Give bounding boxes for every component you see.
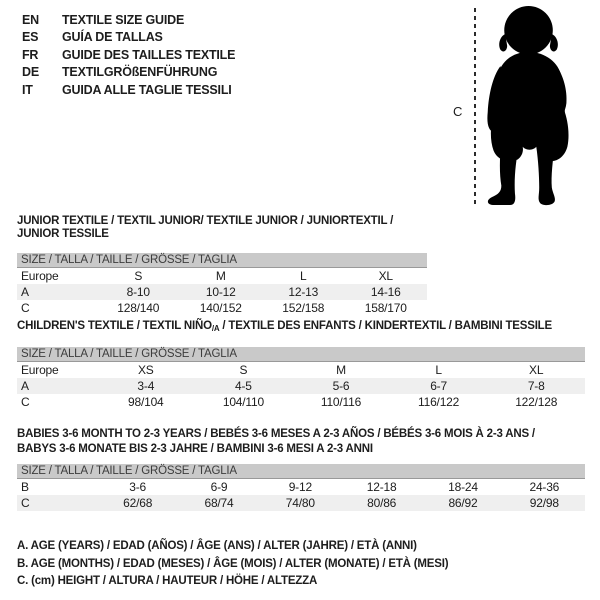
size-cell: XL <box>378 269 393 283</box>
table-row <box>17 394 585 410</box>
language-row <box>22 29 235 47</box>
size-cell: 12-18 <box>366 480 397 494</box>
size-cell: 62/68 <box>123 496 153 510</box>
footnote-a: A. AGE (YEARS) / EDAD (AÑOS) / ÂGE (ANS) / ALTER (JAHRE) / ETÀ (ANNI) <box>17 540 417 552</box>
babies-size-table <box>17 464 585 511</box>
size-cell: 3-4 <box>137 379 155 393</box>
size-cell: 74/80 <box>285 496 315 510</box>
table-row <box>17 362 585 379</box>
size-cell: 6-7 <box>430 379 447 393</box>
table-row <box>17 268 427 285</box>
section-title-text: CHILDREN'S TEXTILE / TEXTIL NIÑO <box>17 320 212 332</box>
section-title <box>17 427 585 457</box>
language-row <box>22 81 235 99</box>
size-cell: 80/86 <box>367 496 397 510</box>
height-measure-dashed-line <box>474 8 476 206</box>
children-size-table <box>17 347 585 410</box>
size-cell: 5-6 <box>332 379 350 393</box>
size-cell: M <box>215 269 226 283</box>
size-cell: 14-16 <box>370 285 401 299</box>
size-cell: 158/170 <box>364 301 407 315</box>
section-title <box>17 320 585 335</box>
size-cell: M <box>336 363 346 377</box>
size-header: SIZE / TALLA / TAILLE / GRÖSSE / TAGLIA <box>17 347 585 362</box>
table-row <box>17 479 585 496</box>
size-cell: 86/92 <box>448 496 478 510</box>
section-title-line: BABIES 3-6 MONTH TO 2-3 YEARS / BEBÉS 3-6 MESES A 2-3 AÑOS / BÉBÉS 3-6 MOIS À 2-3 ANS / <box>17 428 535 440</box>
row-label: C <box>21 301 30 315</box>
size-cell: 4-5 <box>235 379 252 393</box>
size-cell: 122/128 <box>515 395 558 409</box>
language-code: EN <box>22 12 39 27</box>
footnote-c: C. (cm) HEIGHT / ALTURA / HAUTEUR / HÖHE / ALTEZZA <box>17 575 318 587</box>
table-row <box>17 378 585 394</box>
language-row <box>22 46 235 64</box>
size-header: SIZE / TALLA / TAILLE / GRÖSSE / TAGLIA <box>17 253 427 268</box>
language-title: GUIDA ALLE TAGLIE TESSILI <box>62 82 232 97</box>
size-cell: XL <box>529 363 544 377</box>
language-code: FR <box>22 47 39 62</box>
row-label: Europe <box>21 269 59 283</box>
size-header-row <box>17 464 585 479</box>
size-cell: XS <box>137 363 154 377</box>
language-title: TEXTILE SIZE GUIDE <box>62 12 185 27</box>
section-babies-textile <box>17 427 585 511</box>
size-cell: 10-12 <box>205 285 236 299</box>
size-cell: 98/104 <box>128 395 164 409</box>
size-cell: 12-13 <box>288 285 319 299</box>
section-title-text: / TEXTILE DES ENFANTS / KINDERTEXTIL / BAMBINI TESSILE <box>219 320 552 332</box>
size-cell: 18-24 <box>448 480 478 494</box>
size-cell: L <box>435 363 442 377</box>
language-title: TEXTILGRÖßENFÜHRUNG <box>62 65 218 80</box>
row-label: A <box>21 285 29 299</box>
language-code: DE <box>22 65 39 80</box>
section-junior-textile <box>17 215 427 316</box>
language-code: IT <box>22 82 33 97</box>
size-cell: 6-9 <box>210 480 228 494</box>
size-cell: L <box>300 269 307 283</box>
size-cell: S <box>134 269 143 283</box>
size-header: SIZE / TALLA / TAILLE / GRÖSSE / TAGLIA <box>17 464 585 479</box>
size-cell: 68/74 <box>204 496 234 510</box>
size-cell: 104/110 <box>222 395 264 409</box>
row-label: C <box>21 395 30 409</box>
size-cell: 140/152 <box>199 301 242 315</box>
size-cell: S <box>239 363 248 377</box>
size-cell: 7-8 <box>527 379 545 393</box>
footnote-legend <box>17 538 448 591</box>
row-label: Europe <box>21 363 59 377</box>
language-title: GUIDE DES TAILLES TEXTILE <box>62 47 236 62</box>
table-row <box>17 495 585 511</box>
size-cell: 8-10 <box>126 285 150 299</box>
size-cell: 152/158 <box>282 301 325 315</box>
size-cell: 110/116 <box>320 395 362 409</box>
row-label: A <box>21 379 29 393</box>
language-row <box>22 64 235 82</box>
table-row <box>17 284 427 300</box>
size-cell: 128/140 <box>117 301 160 315</box>
size-cell: 92/98 <box>529 496 559 510</box>
language-title-list <box>22 11 235 99</box>
table-row <box>17 300 427 316</box>
language-code: ES <box>22 30 39 45</box>
size-cell: 3-6 <box>129 480 147 494</box>
language-row <box>22 11 235 29</box>
size-header-row <box>17 253 427 268</box>
row-label: C <box>21 496 30 510</box>
size-cell: 24-36 <box>529 480 560 494</box>
size-cell: 116/122 <box>418 395 460 409</box>
size-cell: 9-12 <box>288 480 312 494</box>
language-title: GUÍA DE TALLAS <box>62 30 163 45</box>
junior-size-table <box>17 253 427 316</box>
section-title: JUNIOR TEXTILE / TEXTIL JUNIOR/ TEXTILE JUNIOR / JUNIORTEXTIL / JUNIOR TESSILE <box>17 215 394 240</box>
size-header-row <box>17 347 585 362</box>
baby-silhouette <box>482 5 577 207</box>
section-childrens-textile <box>17 320 585 410</box>
section-title-subscript: /A <box>211 324 220 333</box>
footnote-b: B. AGE (MONTHS) / EDAD (MESES) / ÂGE (MOIS) / ALTER (MONATE) / ETÀ (MESI) <box>17 557 449 570</box>
height-measure-label: C <box>453 104 463 119</box>
row-label: B <box>21 480 29 494</box>
section-title-line: BABYS 3-6 MONATE BIS 2-3 JAHRE / BAMBINI 3-6 MESI A 2-3 ANNI <box>17 443 373 455</box>
